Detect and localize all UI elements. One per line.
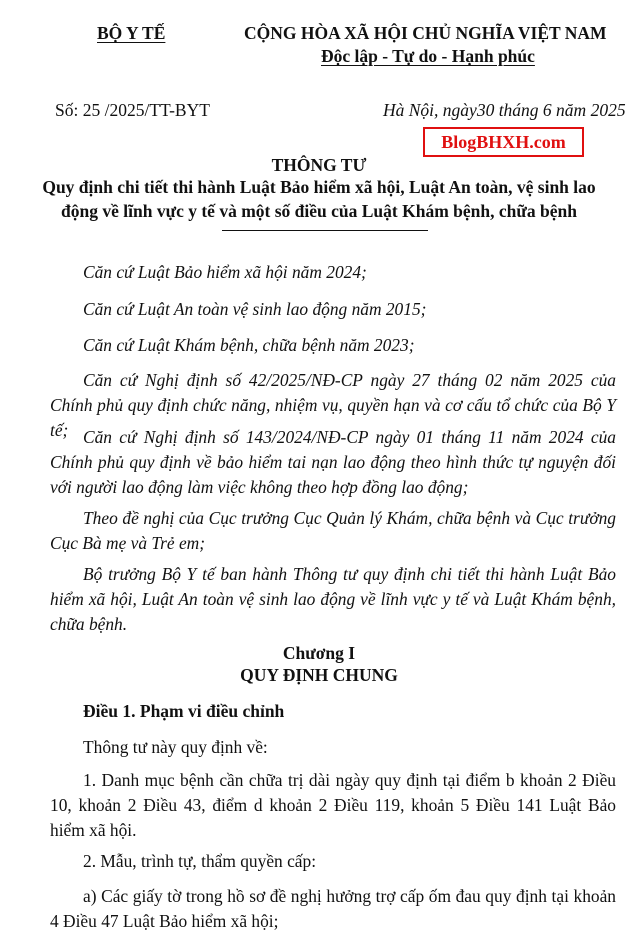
preamble-item: Căn cứ Luật Khám bệnh, chữa bệnh năm 2023;: [83, 335, 415, 355]
ministry-name: BỘ Y TẾ: [97, 23, 166, 43]
chapter-title: QUY ĐỊNH CHUNG: [240, 665, 398, 685]
article-item-1: 1. Danh mục bệnh cần chữa trị dài ngày quy định tại điểm b khoản 2 Điều 10, khoản 2 Điều 43, điểm d khoản 2 Điều 119, khoản 5 Điều 141 Luật Bảo hiểm xã hội.: [50, 770, 616, 840]
chapter-number: Chương I: [282, 643, 356, 663]
article-item-2: 2. Mẫu, trình tự, thẩm quyền cấp:: [83, 851, 317, 871]
preamble-item: Bộ trưởng Bộ Y tế ban hành Thông tư quy định chi tiết thi hành Luật Bảo hiểm xã hội, Luật An toàn vệ sinh lao động về lĩnh vực y tế và Luật Khám bệnh, chữa bệnh.: [50, 564, 616, 634]
title-divider: [222, 230, 428, 231]
article-item-2a: a) Các giấy tờ trong hồ sơ đề nghị hưởng trợ cấp ốm đau quy định tại khoản 4 Điều 47 Luật Bảo hiểm xã hội;: [50, 886, 616, 931]
preamble-item: Theo đề nghị của Cục trưởng Cục Quản lý Khám, chữa bệnh và Cục trưởng Cục Bà mẹ và Trẻ em;: [50, 508, 616, 553]
preamble-item: Căn cứ Nghị định số 42/2025/NĐ-CP ngày 27 tháng 02 năm 2025 của Chính phủ quy định chức năng, nhiệm vụ, quyền hạn và cơ cấu tổ chức của Bộ Y tế;: [50, 370, 616, 440]
document-type: THÔNG TƯ: [271, 155, 367, 175]
national-motto: Độc lập - Tự do - Hạnh phúc: [321, 46, 535, 66]
watermark-stamp: BlogBHXH.com: [423, 127, 584, 157]
preamble-item: Căn cứ Luật Bảo hiểm xã hội năm 2024;: [83, 262, 367, 282]
preamble-item: Căn cứ Nghị định số 143/2024/NĐ-CP ngày 01 tháng 11 năm 2024 của Chính phủ quy định về bảo hiểm tai nạn lao động theo hình thức tự nguyện đối với người lao động làm việc không theo hợp đồng lao động;: [50, 427, 616, 497]
subject-line-2: động về lĩnh vực y tế và một số điều của Luật Khám bệnh, chữa bệnh: [61, 201, 577, 221]
subject-line-1: Quy định chi tiết thi hành Luật Bảo hiểm xã hội, Luật An toàn, vệ sinh lao: [42, 177, 596, 197]
preamble-item: Căn cứ Luật An toàn vệ sinh lao động năm 2015;: [83, 299, 427, 319]
article-intro: Thông tư này quy định về:: [83, 737, 268, 757]
article-heading: Điều 1. Phạm vi điều chỉnh: [83, 701, 285, 721]
document-number: Số: 25 /2025/TT-BYT: [55, 100, 210, 120]
country-name: CỘNG HÒA XÃ HỘI CHỦ NGHĨA VIỆT NAM: [244, 23, 607, 43]
place-date: Hà Nội, ngày30 tháng 6 năm 2025: [383, 100, 626, 120]
